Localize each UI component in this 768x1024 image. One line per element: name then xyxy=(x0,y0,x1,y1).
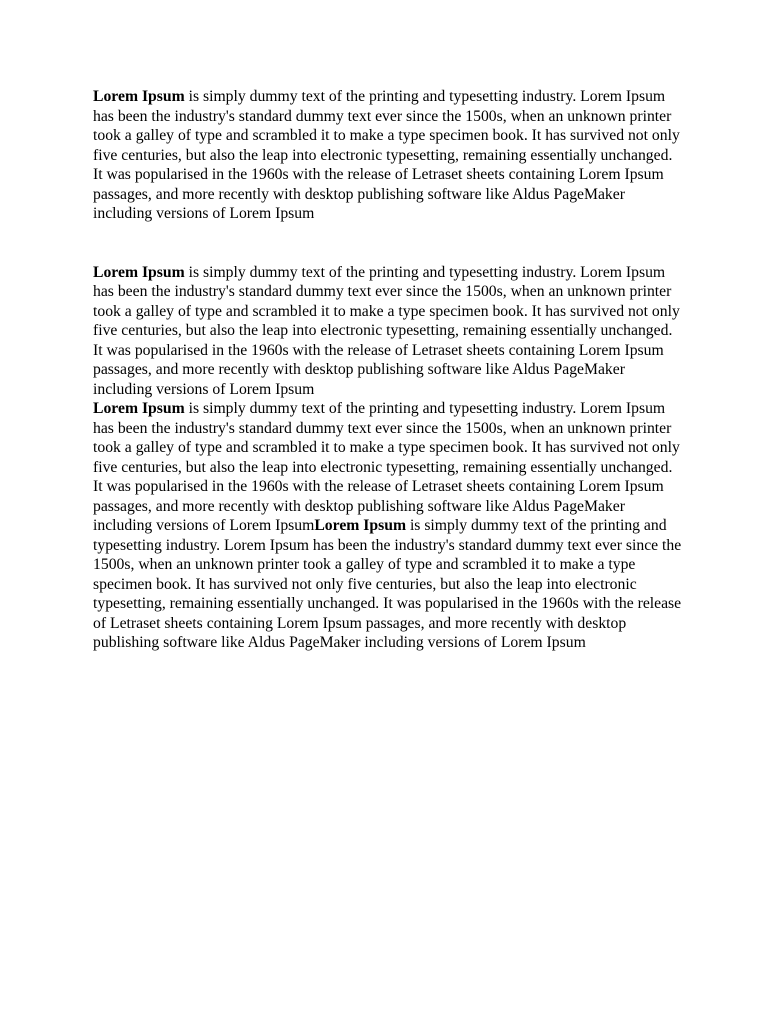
bold-term: Lorem Ipsum xyxy=(314,517,407,534)
paragraph-3 xyxy=(93,399,683,653)
paragraph-spacer xyxy=(93,224,683,263)
paragraph-text: is simply dummy text of the printing and typesetting industry. Lorem Ipsum has been the industry's standard dummy text ever since the 1500s, when an unknown printer took a galley of type and scrambled it to make a type specimen book. It has survived not only five centuries, but also the leap into electronic typesetting, remaining essentially unchanged. It was popularised in the 1960s with the release of Letraset sheets containing Lorem Ipsum passages, and more recently with desktop publishing software like Aldus PageMaker including versions of Lorem Ipsum xyxy=(93,400,680,534)
bold-term: Lorem Ipsum xyxy=(93,88,185,105)
bold-term: Lorem Ipsum xyxy=(93,400,185,417)
paragraph-text: is simply dummy text of the printing and typesetting industry. Lorem Ipsum has been the industry's standard dummy text ever since the 1500s, when an unknown printer took a galley of type and scrambled it to make a type specimen book. It has survived not only five centuries, but also the leap into electronic typesetting, remaining essentially unchanged. It was popularised in the 1960s with the release of Letraset sheets containing Lorem Ipsum passages, and more recently with desktop publishing software like Aldus PageMaker including versions of Lorem Ipsum xyxy=(93,88,680,222)
document-body xyxy=(93,87,683,653)
paragraph-1 xyxy=(93,87,683,224)
bold-term: Lorem Ipsum xyxy=(93,263,185,281)
paragraph-text: is simply dummy text of the printing and typesetting industry. Lorem Ipsum has been the industry's standard dummy text ever since the 1500s, when an unknown printer took a galley of type and scrambled it to make a type specimen book. It has survived not only five centuries, but also the leap into electronic typesetting, remaining essentially unchanged. It was popularised in the 1960s with the release of Letraset sheets containing Lorem Ipsum passages, and more recently with desktop publishing software like Aldus PageMaker including versions of Lorem Ipsum xyxy=(93,263,680,398)
paragraph-text: is simply dummy text of the printing and typesetting industry. Lorem Ipsum has been the industry's standard dummy text ever since the 1500s, when an unknown printer took a galley of type and scrambled it to make a type specimen book. It has survived not only five centuries, but also the leap into electronic typesetting, remaining essentially unchanged. It was popularised in the 1960s with the release of Letraset sheets containing Lorem Ipsum passages, and more recently with desktop publishing software like Aldus PageMaker including versions of Lorem Ipsum xyxy=(93,517,682,651)
paragraph-2 xyxy=(93,263,683,400)
